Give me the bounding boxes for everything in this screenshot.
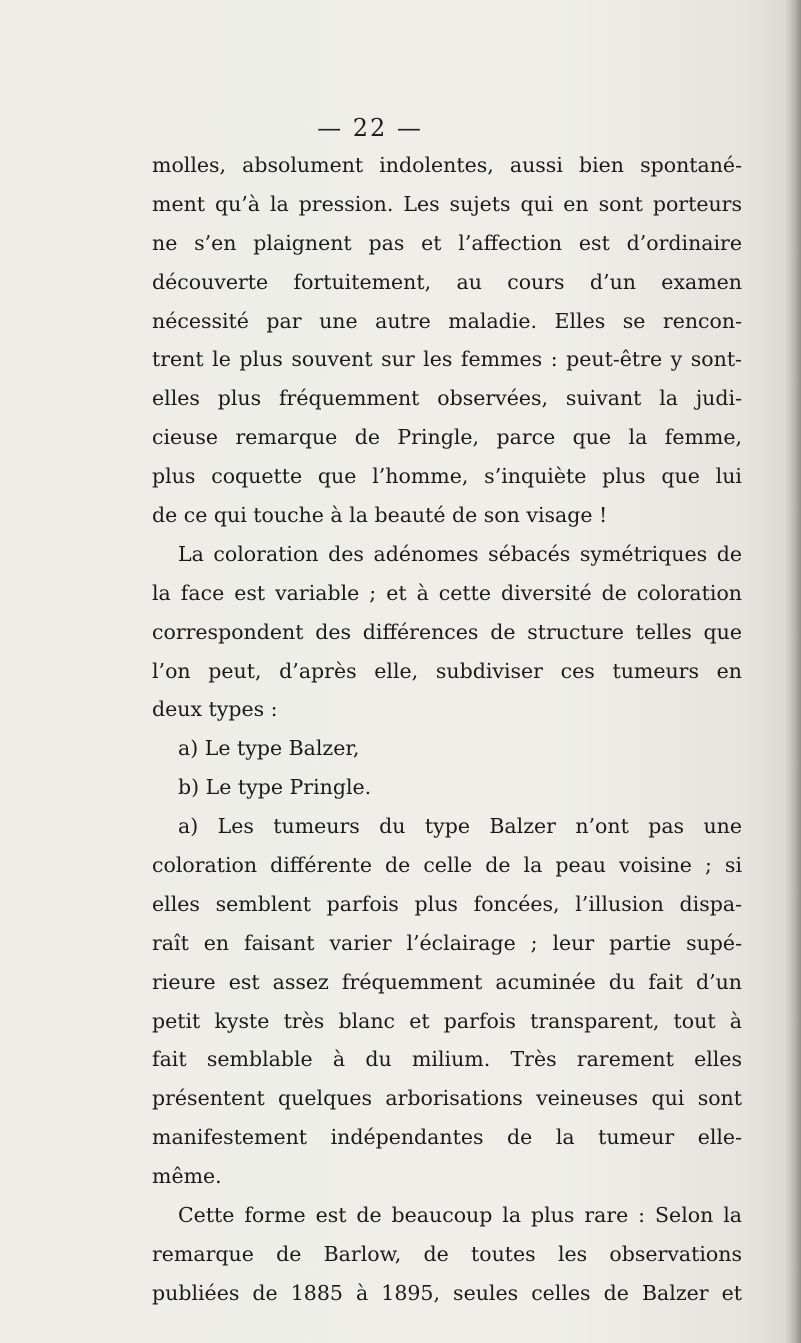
text-line: a) Les tumeurs du type Balzer n’ont pas une [178, 814, 742, 839]
text-line: manifestement indépendantes de la tumeur elle- [152, 1125, 742, 1150]
text-line: découverte fortuitement, au cours d’un examen [152, 269, 742, 294]
text-line: correspondent des différences de structure telles que [152, 619, 742, 644]
text-line: elles semblent parfois plus foncées, l’illusion dispa- [152, 891, 742, 916]
text-line: elles plus fréquemment observées, suivant la judi- [152, 386, 742, 411]
page-number: — 22 — [317, 114, 423, 142]
text-line: rieure est assez fréquemment acuminée du fait d’un [152, 969, 742, 994]
text-line: petit kyste très blanc et parfois transparent, tout à [152, 1008, 742, 1033]
text-line: ment qu’à la pression. Les sujets qui en sont porteurs [152, 191, 742, 216]
text-line: publiées de 1885 à 1895, seules celles de Balzer et [152, 1280, 742, 1305]
text-line: remarque de Barlow, de toutes les observations [152, 1241, 742, 1266]
text-line: Cette forme est de beaucoup la plus rare : Selon la [178, 1203, 742, 1228]
text-line: deux types : [152, 697, 278, 722]
text-line: la face est variable ; et à cette diversité de coloration [152, 580, 742, 605]
body-text [152, 146, 742, 1313]
text-line: b) Le type Pringle. [178, 775, 372, 800]
text-line: molles, absolument indolentes, aussi bien spontané- [152, 153, 742, 177]
text-line: de ce qui touche à la beauté de son visage ! [152, 503, 608, 528]
text-line: plus coquette que l’homme, s’inquiète plus que lui [152, 464, 742, 489]
text-line: coloration différente de celle de la peau voisine ; si [152, 853, 742, 878]
text-line: cieuse remarque de Pringle, parce que la femme, [152, 425, 742, 450]
text-line: raît en faisant varier l’éclairage ; leur partie supé- [152, 930, 742, 955]
text-line: nécessité par une autre maladie. Elles se rencon- [152, 308, 742, 333]
text-line: trent le plus souvent sur les femmes : peut-être y sont- [152, 347, 742, 372]
text-line: présentent quelques arborisations veineuses qui sont [152, 1086, 742, 1111]
text-line: fait semblable à du milium. Très rarement elles [152, 1047, 742, 1072]
text-line: ne s’en plaignent pas et l’affection est d’ordinaire [152, 230, 742, 255]
text-line: La coloration des adénomes sébacés symétriques de [178, 541, 742, 566]
text-line: même. [152, 1164, 222, 1189]
text-line: l’on peut, d’après elle, subdiviser ces tumeurs en [152, 658, 742, 683]
text-line: a) Le type Balzer, [178, 736, 360, 761]
page-edge-shadow [785, 0, 801, 1343]
